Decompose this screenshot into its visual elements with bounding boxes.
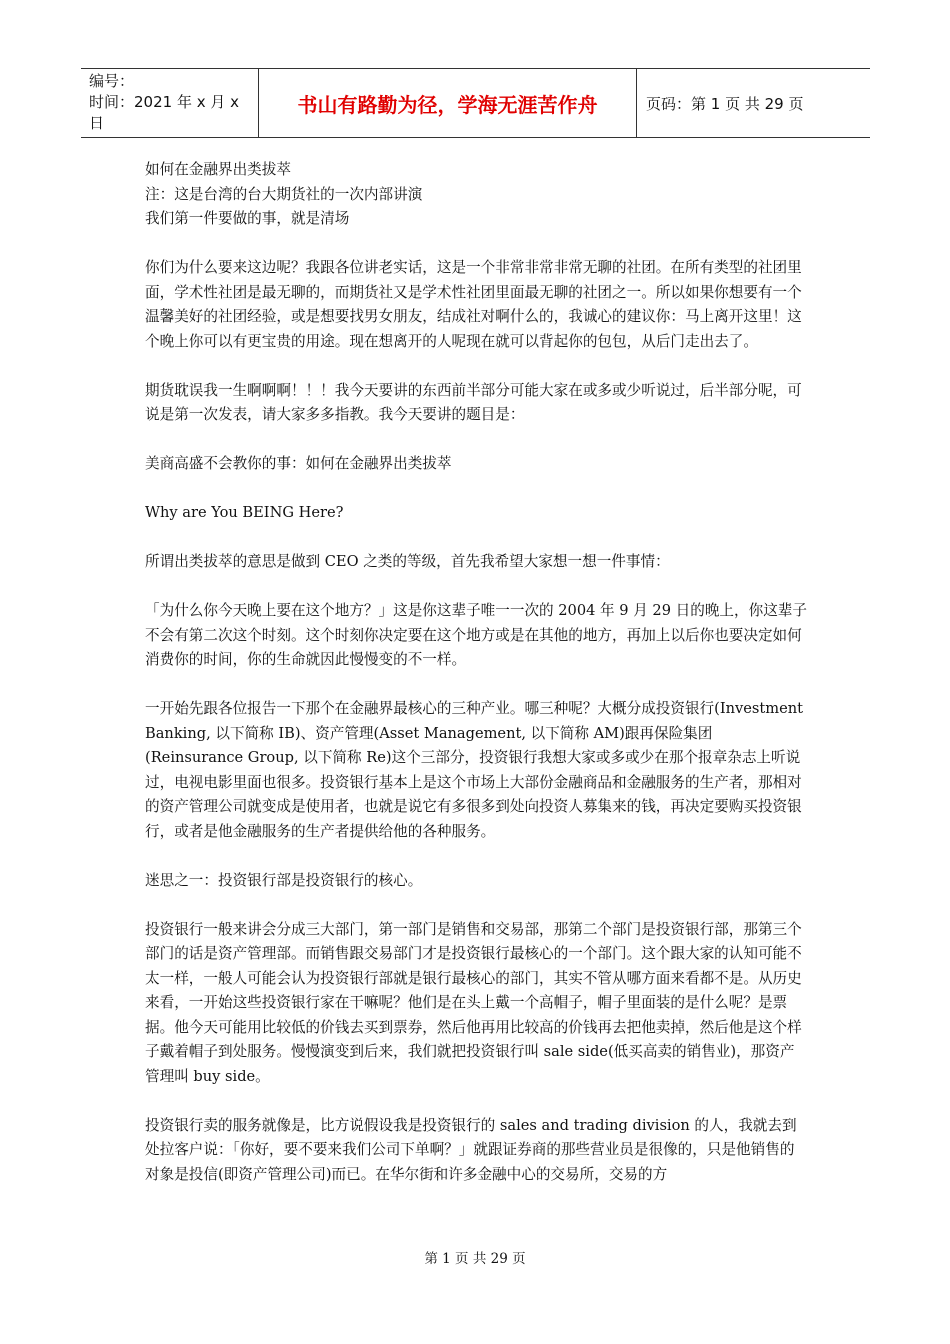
paragraph: 投资银行卖的服务就像是，比方说假设我是投资银行的 sales and trading division 的人，我就去到处拉客户说：「你好，要不要来我们公司下单啊？」就跟证券商的那些营业员是很像的，只是他销售的对象是投信(即资产管理公司)而已。在华尔街和许多金融中心的交易所，交易的方 xyxy=(145,1116,797,1183)
paragraph: 投资银行一般来讲会分成三大部门，第一部门是销售和交易部，那第二个部门是投资银行部，那第三个部门的话是资产管理部。而销售跟交易部门才是投资银行最核心的一个部门。这个跟大家的认知可能不太一样，一般人可能会认为投资银行部就是银行最核心的部门，其实不管从哪方面来看都不是。从历史来看，一开始这些投资银行家在干嘛呢？他们是在头上戴一个高帽子，帽子里面装的是什么呢？是票据。他今天可能用比较低的价钱去买到票券，然后他再用比较高的价钱再去把他卖掉，然后他是这个样子戴着帽子到处服务。慢慢演变到后来，我们就把投资银行叫 sale side(低买高卖的销售业)，那资产管理叫 buy side。 xyxy=(145,920,802,1085)
paragraph: 「为什么你今天晚上要在这个地方？」这是你这辈子唯一一次的 2004 年 9 月 29 日的晚上，你这辈子不会有第二次这个时刻。这个时刻你决定要在这个地方或是在其他的地方，再加上以后你也要决定如何消费你的时间，你的生命就因此慢慢变的不一样。 xyxy=(145,602,807,668)
document-header xyxy=(81,68,870,138)
header-motto: 书山有路勤为径，学海无涯苦作舟 xyxy=(259,69,637,137)
paragraph: 一开始先跟各位报告一下那个在金融界最核心的三种产业。哪三种呢？大概分成投资银行(Investment Banking, 以下简称 IB)、资产管理(Asset Management, 以下简称 AM)跟再保险集团(Reinsurance Group, 以下简称 Re)这个三部分，投资银行我想大家或多或少在那个报章杂志上听说过，电视电影里面也很多。投资银行基本上是这个市场上大部份金融商品和金融服务的生产者，那相对的资产管理公司就变成是使用者，也就是说它有多很多到处向投资人募集来的钱，再决定要购买投资银行，或者是他金融服务的生产者提供给他的各种服务。 xyxy=(145,700,803,840)
title-line: 如何在金融界出类拔萃 xyxy=(145,161,291,178)
paragraph: 你们为什么要来这边呢？我跟各位讲老实话，这是一个非常非常非常无聊的社团。在所有类型的社团里面，学术性社团是最无聊的，而期货社又是学术性社团里面最无聊的社团之一。所以如果你想要有一个温馨美好的社团经验，或是想要找男女朋友，结成社对啊什么的，我诚心的建议你：马上离开这里！这个晚上你可以有更宝贵的用途。现在想离开的人呢现在就可以背起你的包包，从后门走出去了。 xyxy=(145,259,802,350)
title-line: 我们第一件要做的事，就是清场 xyxy=(145,210,350,227)
document-body xyxy=(145,158,807,1187)
time-label: 时间：2021 年 x 月 x 日 xyxy=(89,93,240,132)
page-footer: 第 1 页 共 29 页 xyxy=(424,1251,526,1267)
header-page-label: 页码：第 1 页 共 29 页 xyxy=(646,94,804,113)
paragraph: 期货耽误我一生啊啊啊！！！我今天要讲的东西前半部分可能大家在或多或少听说过，后半部分呢，可说是第一次发表，请大家多多指教。我今天要讲的题目是： xyxy=(145,381,802,423)
section-heading: 迷思之一：投资银行部是投资银行的核心。 xyxy=(145,871,423,889)
number-label: 编号： xyxy=(89,72,135,90)
paragraph: 美商高盛不会教你的事：如何在金融界出类拔萃 xyxy=(145,455,452,472)
paragraph: Why are You BEING Here? xyxy=(145,504,344,521)
header-meta-cell xyxy=(81,69,259,137)
note-line: 注：这是台湾的台大期货社的一次内部讲演 xyxy=(145,185,423,203)
paragraph: 所谓出类拔萃的意思是做到 CEO 之类的等级，首先我希望大家想一想一件事情： xyxy=(145,553,670,570)
